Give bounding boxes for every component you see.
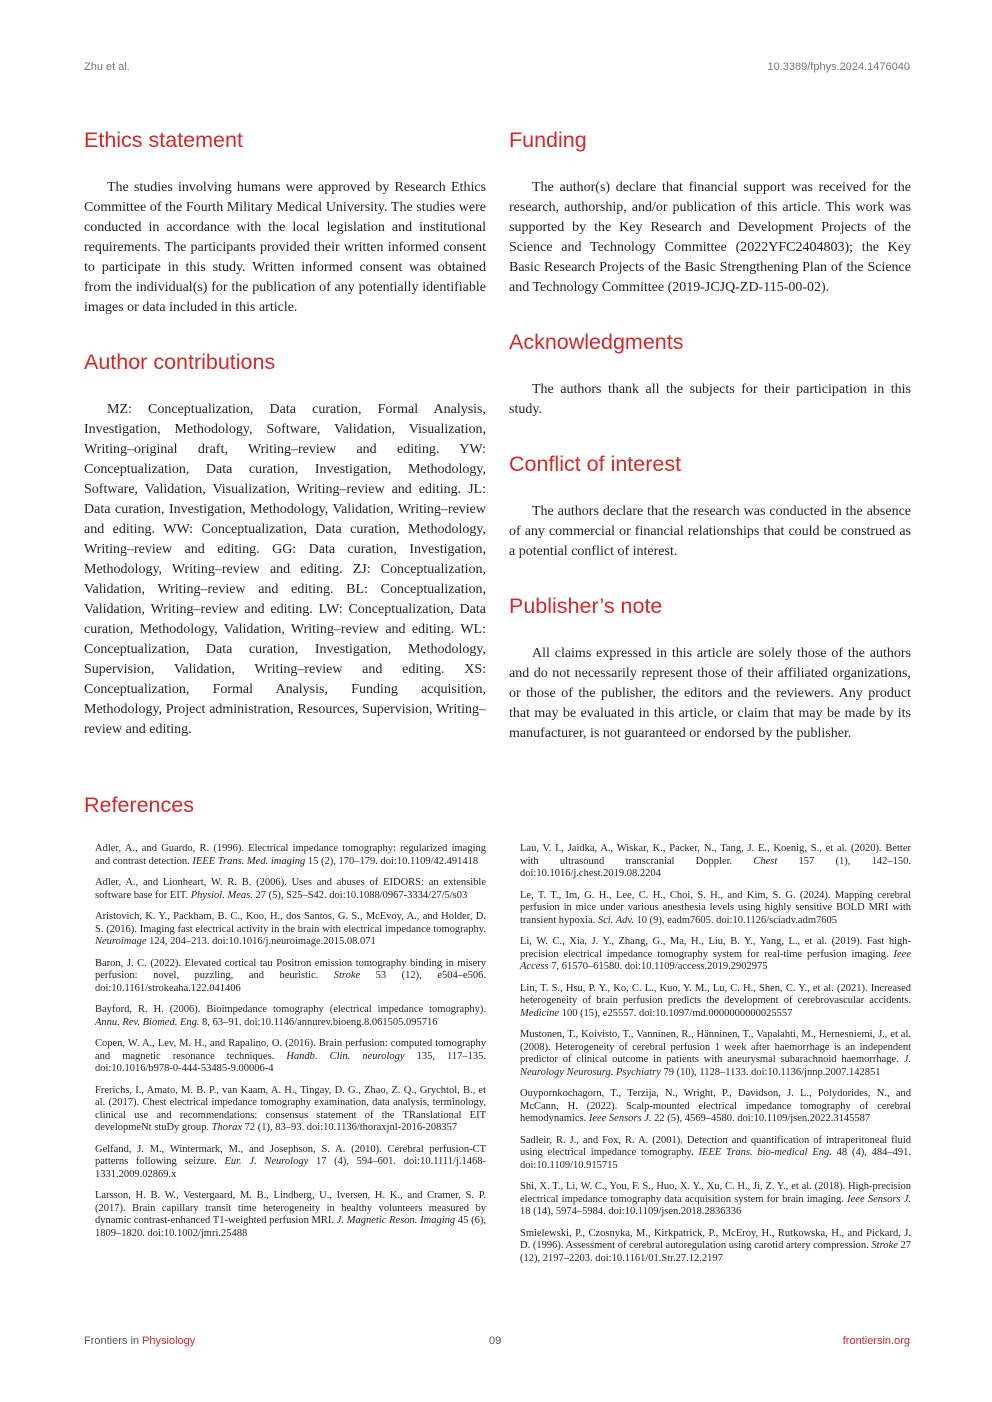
footer-journal-prefix: Frontiers in bbox=[84, 1335, 140, 1347]
reference-item bbox=[509, 1228, 911, 1266]
acknowledgments-text: The authors thank all the subjects for their participation in this study. bbox=[509, 382, 911, 417]
right-column bbox=[509, 126, 911, 774]
contributions-text: MZ: Conceptualization, Data curation, Formal Analysis, Investigation, Methodology, Software, Validation, Visualization, Writing–original draft, Writing–review and editing. YW: Conceptualization, Data curation, Investigation, Methodology, Software, Validation, Visualization, Writing–review and editing. JL: Data curation, Investigation, Methodology, Validation, Writing–review and editing. WW: Conceptualization, Data curation, Methodology, Writing–review and editing. GG: Data curation, Investigation, Methodology, Writing–review and editing. ZJ: Conceptualization, Validation, Writing–review and editing. BL: Conceptualization, Validation, Writing–review and editing. LW: Conceptualization, Data curation, Methodology, Validation, Writing–review and editing. WL: Conceptualization, Data curation, Investigation, Methodology, Supervision, Validation, Writing–review and editing. XS: Conceptualization, Formal Analysis, Funding acquisition, Methodology, Project administration, Resources, Supervision, Writing–review and editing. bbox=[84, 402, 486, 737]
page-number: 09 bbox=[489, 1335, 502, 1347]
contributions-section bbox=[84, 348, 486, 740]
reference-text: Ouypornkochagorn, T., Terzija, N., Wright, P., Davidson, J. L., Polydorides, N., and McCann, H. (2022). Scalp-mounted electrical impedance tomography of cerebral hemodynamics. bbox=[520, 1088, 911, 1124]
reference-journal: Thorax bbox=[211, 1122, 242, 1133]
reference-text: Mustonen, T., Koivisto, T., Vanninen, R., Hänninen, T., Vapalahti, M., Hernesniemi, J., et al. (2008). Heterogeneity of cerebral perfusion 1 week after haemorrhage is an independent predictor of clinical outcome in patients with aneurysmal subarachnoid haemorrhage. bbox=[520, 1029, 911, 1065]
reference-citation: 124, 204–213. doi:10.1016/j.neuroimage.2015.08.071 bbox=[146, 936, 376, 947]
reference-item bbox=[84, 843, 486, 868]
reference-item bbox=[509, 890, 911, 928]
reference-citation: 7, 61570–61580. doi:10.1109/access.2019.2902975 bbox=[548, 961, 768, 972]
reference-text: Frerichs, I., Amato, M. B. P., van Kaam, A. H., Tingay, D. G., Zhao, Z. Q., Grychtol, B., et al. (2017). Chest electrical impedance tomography examination, data analysis, terminology, clinical use and recommendations: consensus statement of the TRanslational EIT developmeNt stuDy group. bbox=[95, 1084, 486, 1133]
references-right-list bbox=[509, 843, 911, 1274]
reference-item bbox=[509, 1029, 911, 1079]
reference-journal: Neuroimage bbox=[95, 936, 147, 947]
reference-text: Lau, V. I., Jaidka, A., Wiskar, K., Packer, N., Tang, J. E., Koenig, S., et al. (2020). Better with ultrasound transcranial Doppler. bbox=[520, 843, 911, 867]
running-header-doi: 10.3389/fphys.2024.1476040 bbox=[767, 61, 910, 73]
reference-item bbox=[84, 1190, 486, 1240]
publisher-note-text: All claims expressed in this article are solely those of the authors and do not necessarily represent those of their affiliated organizations, or those of the publisher, the editors and the reviewers. Any product that may be evaluated in this article, or claim that may be made by its manufacturer, is not guaranteed or endorsed by the publisher. bbox=[509, 646, 911, 741]
reference-citation: 15 (2), 170–179. doi:10.1109/42.491418 bbox=[305, 855, 479, 867]
reference-citation: 100 (15), e25557. doi:10.1097/md.0000000000025557 bbox=[559, 1007, 793, 1019]
references-left-list bbox=[84, 843, 486, 1249]
reference-journal: Stroke bbox=[333, 970, 361, 981]
reference-journal: Chest bbox=[753, 855, 778, 867]
reference-text: Bayford, R. H. (2006). Bioimpedance tomography (electrical impedance tomography). bbox=[95, 1004, 486, 1015]
funding-section bbox=[509, 126, 911, 298]
reference-citation: 157 (1), 142–150. doi:10.1016/j.chest.2019.08.2204 bbox=[520, 855, 911, 879]
reference-text: Sadleir, R. J., and Fox, R. A. (2001). Detection and quantification of intraperitoneal fluid using electrical impedance tomography. bbox=[520, 1134, 911, 1158]
reference-text: Copen, W. A., Lev, M. H., and Rapalino, O. (2016). Brain perfusion: computed tomography and magnetic resonance techniques. bbox=[95, 1038, 486, 1062]
reference-text: Li, W. C., Xia, J. Y., Zhang, G., Ma, H., Liu, B. Y., Yang, L., et al. (2019). Fast high-precision electrical impedance tomography system for real-time perfusion imaging. bbox=[520, 936, 911, 960]
reference-journal: Ieee Access bbox=[520, 948, 911, 972]
reference-journal: IEEE Trans. Med. imaging bbox=[192, 855, 306, 867]
publisher-note-heading: Publisher’s note bbox=[509, 594, 663, 618]
footer-site-link[interactable]: frontiersin.org bbox=[842, 1335, 910, 1347]
references-heading: References bbox=[84, 793, 194, 817]
reference-item bbox=[509, 843, 911, 881]
reference-journal: Ieee Sensors J. bbox=[847, 1193, 911, 1205]
reference-journal: IEEE Trans. bio-medical Eng. bbox=[698, 1147, 832, 1158]
ethics-text: The studies involving humans were approved by Research Ethics Committee of the Fourth Military Medical University. The studies were conducted in accordance with the local legislation and institutional requirements. The participants provided their written informed consent to participate in this study. Written informed consent was obtained from the individual(s) for the publication of any potentially identifiable images or data included in this article. bbox=[84, 180, 486, 315]
ethics-heading: Ethics statement bbox=[84, 128, 243, 152]
acknowledgments-heading: Acknowledgments bbox=[509, 330, 684, 354]
reference-citation: 27 (5), S25–S42. doi:10.1088/0967-3334/27/5/s03 bbox=[252, 889, 468, 901]
reference-item bbox=[509, 936, 911, 974]
reference-item bbox=[84, 1144, 486, 1182]
reference-item bbox=[84, 1085, 486, 1135]
reference-item bbox=[509, 1135, 911, 1173]
conflict-section bbox=[509, 450, 911, 562]
reference-text: Gelfand, J. M., Wintermark, M., and Josephson, S. A. (2010). Cerebral perfusion-CT patterns following seizure. bbox=[95, 1143, 486, 1167]
reference-text: Adler, A., and Lionheart, W. R. B. (2006). Uses and abuses of EIDORS: an extensible software base for EIT. bbox=[95, 877, 486, 901]
reference-citation: 17 (4), 594–601. doi:10.1111/j.1468-1331.2009.02869.x bbox=[95, 1156, 486, 1180]
reference-journal: Handb. Clin. neurology bbox=[286, 1050, 405, 1062]
reference-journal: Stroke bbox=[871, 1240, 898, 1251]
reference-text: Baron, J. C. (2022). Elevated cortical tau Positron emission tomography binding in misery perfusion: novel, puzzling, and heuristic. bbox=[95, 957, 486, 981]
reference-text: Smielewski, P., Czosnyka, M., Kirkpatrick, P., McEroy, H., Rutkowska, H., and Pickard, J. D. (1996). Assessment of cerebral autoregulation using carotid artery compression. bbox=[520, 1227, 911, 1251]
reference-text: Aristovich, K. Y., Packham, B. C., Koo, H., dos Santos, G. S., McEvoy, A., and Holder, D. S. (2016). Imaging fast electrical activity in the brain with electrical impedance tomography. bbox=[95, 911, 486, 935]
reference-item bbox=[509, 1181, 911, 1219]
reference-text: Le, T. T., Im, G. H., Lee, C. H., Choi, S. H., and Kim, S. G. (2024). Mapping cerebral perfusion in mice under various anesthesia levels using highly sensitive BOLD MRI with transient hypoxia. bbox=[520, 889, 911, 926]
reference-journal: Annu. Rev. Biomed. Eng. bbox=[95, 1016, 200, 1028]
reference-item bbox=[84, 958, 486, 996]
reference-citation: 79 (10), 1128–1133. doi:10.1136/jnnp.2007.142851 bbox=[660, 1066, 881, 1078]
reference-citation: 8, 63–91. doi:10.1146/annurev.bioeng.8.061505.095716 bbox=[199, 1016, 438, 1028]
contributions-heading: Author contributions bbox=[84, 350, 276, 374]
reference-journal: Medicine bbox=[520, 1007, 560, 1019]
reference-item bbox=[84, 877, 486, 902]
reference-citation: 10 (9), eadm7605. doi:10.1126/sciadv.adm7605 bbox=[633, 914, 837, 926]
reference-citation: 135, 117–135. doi:10.1016/b978-0-444-53485-9.00006-4 bbox=[95, 1050, 486, 1074]
reference-text: Shi, X. T., Li, W. C., You, F. S., Huo, X. Y., Xu, C. H., Ji, Z. Y., et al. (2018). High-precision electrical impedance tomography data acquisition system for brain imaging. bbox=[520, 1181, 911, 1205]
footer-journal bbox=[84, 1335, 195, 1347]
reference-citation: 27 (12), 2197–2203. doi:10.1161/01.Str.27.12.2197 bbox=[520, 1240, 911, 1264]
reference-citation: 45 (6), 1809–1820. doi:10.1002/jmri.25488 bbox=[95, 1215, 486, 1239]
reference-item bbox=[84, 1004, 486, 1029]
reference-journal: Physiol. Meas. bbox=[190, 889, 253, 901]
reference-text: Larsson, H. B. W., Vestergaard, M. B., Lindberg, U., Iversen, H. K., and Cramer, S. P. (2017). Brain capillary transit time heterogeneity in healthy volunteers measured by dynamic contrast-enhanced T1-weighted perfusion MRI. bbox=[95, 1190, 486, 1226]
publisher-note-section bbox=[509, 592, 911, 744]
reference-journal: Sci. Adv. bbox=[597, 914, 634, 926]
conflict-heading: Conflict of interest bbox=[509, 452, 682, 476]
reference-text: Lin, T. S., Hsu, P. Y., Ko, C. L., Kuo, Y. M., Lu, C. H., Shen, C. Y., et al. (2021). Increased heterogeneity of brain perfusion predicts the development of cerebrovascular accidents. bbox=[520, 982, 911, 1006]
ethics-section bbox=[84, 126, 486, 318]
funding-heading: Funding bbox=[509, 128, 587, 152]
reference-journal: J. Neurology Neurosurg. Psychiatry bbox=[520, 1054, 911, 1078]
reference-citation: 18 (14), 5974–5984. doi:10.1109/jsen.2018.2836336 bbox=[520, 1206, 742, 1217]
reference-text: Adler, A., and Guardo, R. (1996). Electrical impedance tomography: regularized imaging and contrast detection. bbox=[95, 843, 486, 867]
funding-text: The author(s) declare that financial support was received for the research, authorship, and/or publication of this article. This work was supported by the Key Research and Development Projects of the Science and Technology Committee (2022YFC2404803); the Key Basic Research Projects of the Basic Strengthening Plan of the Science and Technology Committee (2019-JCJQ-ZD-115-00-02). bbox=[509, 180, 911, 295]
footer-journal-name: Physiology bbox=[142, 1335, 196, 1347]
acknowledgments-section bbox=[509, 328, 911, 420]
reference-item bbox=[509, 983, 911, 1021]
reference-journal: J. Magnetic Reson. Imaging bbox=[336, 1215, 456, 1226]
reference-citation: 48 (4), 484–491. doi:10.1109/10.915715 bbox=[520, 1147, 911, 1171]
reference-item bbox=[84, 1038, 486, 1076]
running-header-authors: Zhu et al. bbox=[84, 61, 130, 73]
reference-item bbox=[509, 1088, 911, 1126]
conflict-text: The authors declare that the research was conducted in the absence of any commercial or financial relationships that could be construed as a potential conflict of interest. bbox=[509, 504, 911, 559]
reference-journal: Eur. J. Neurology bbox=[224, 1156, 309, 1167]
reference-citation: 72 (1), 83–93. doi:10.1136/thoraxjnl-2016-208357 bbox=[242, 1122, 458, 1133]
reference-journal: Ieee Sensors J. bbox=[588, 1113, 652, 1124]
left-column bbox=[84, 126, 486, 770]
reference-item bbox=[84, 911, 486, 949]
reference-citation: 22 (5), 4569–4580. doi:10.1109/jsen.2022.3145587 bbox=[651, 1113, 871, 1124]
reference-citation: 53 (12), e504–e506. doi:10.1161/strokeaha.122.041406 bbox=[95, 970, 486, 994]
